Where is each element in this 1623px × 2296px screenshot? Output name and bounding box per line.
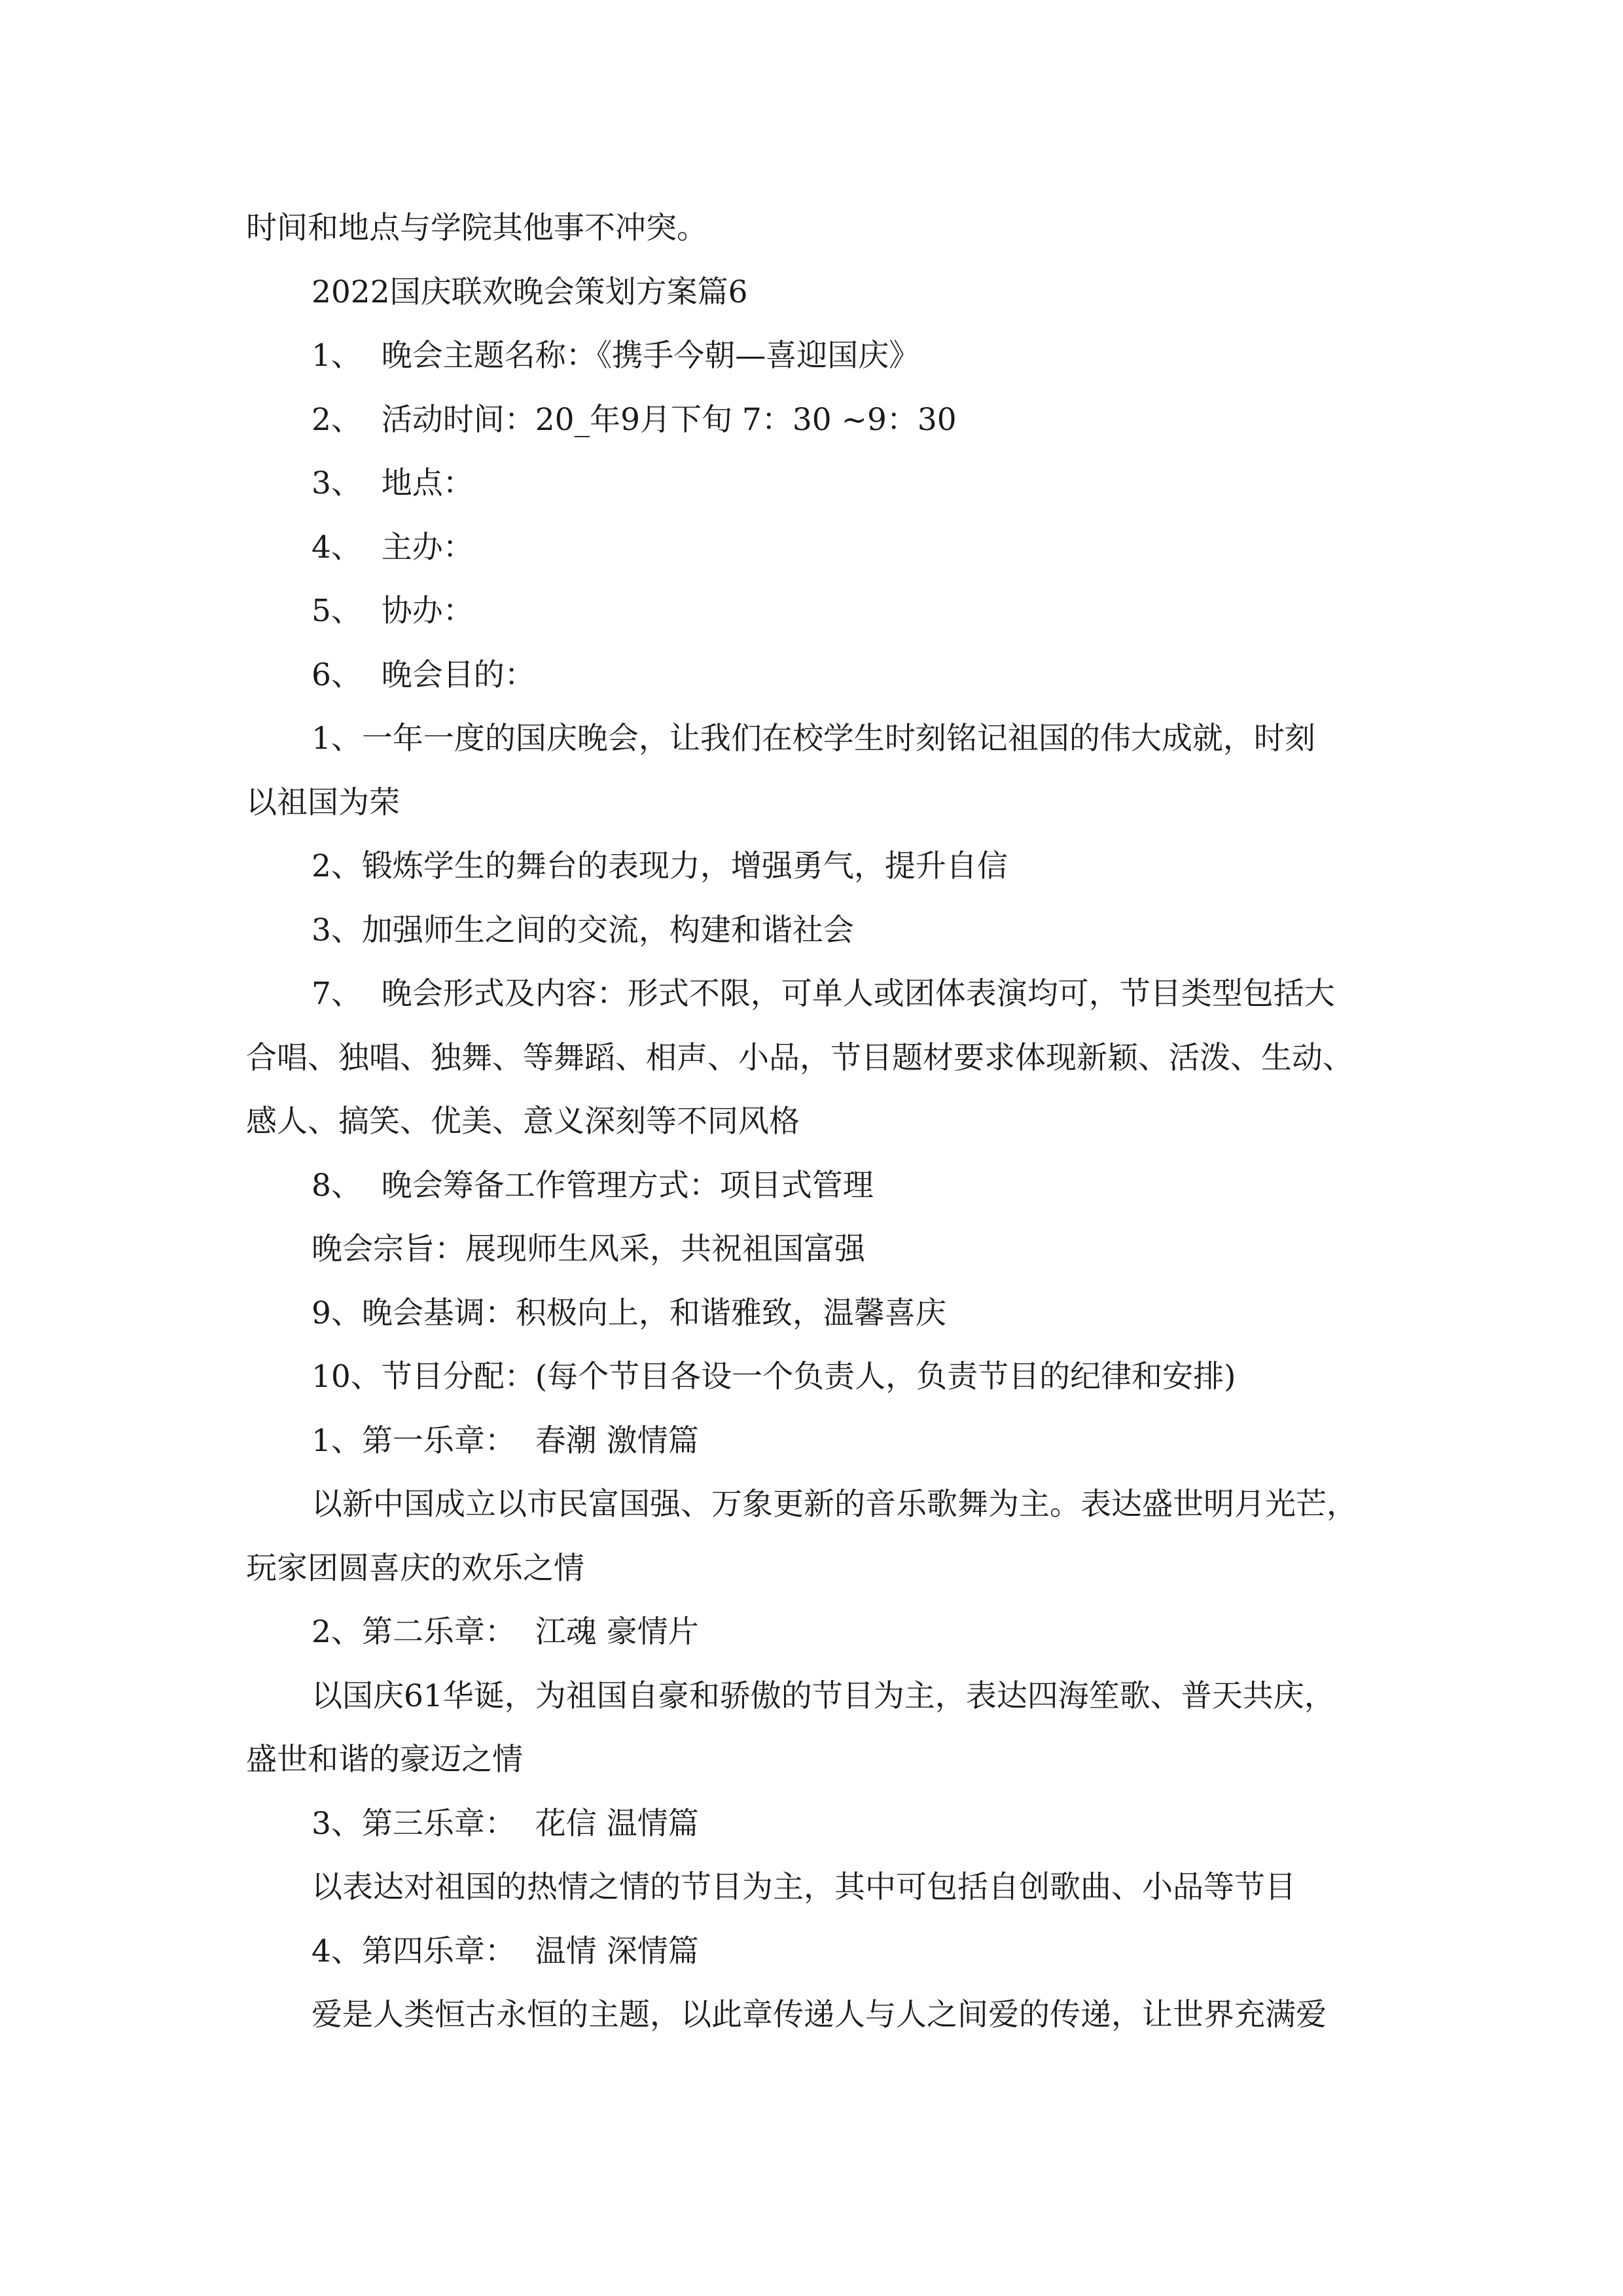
list-item: 7、 晚会形式及内容：形式不限，可单人或团体表演均可，节目类型包括大 — [312, 976, 1335, 1012]
document-body — [246, 196, 1385, 2047]
paragraph-line: 爱是人类恒古永恒的主题，以此章传递人与人之间爱的传递，让世界充满爱 — [312, 1997, 1327, 2033]
list-item: 4、第四乐章： 温情 深情篇 — [312, 1933, 699, 1969]
paragraph-line: 以新中国成立以市民富国强、万象更新的音乐歌舞为主。表达盛世明月光芒， — [312, 1486, 1357, 1522]
list-item: 1、 晚会主题名称：《携手今朝—喜迎国庆》 — [312, 338, 920, 374]
paragraph-line: 感人、搞笑、优美、意义深刻等不同风格 — [246, 1103, 800, 1139]
paragraph-line: 盛世和谐的豪迈之情 — [246, 1742, 523, 1778]
list-item: 1、第一乐章： 春潮 激情篇 — [312, 1422, 699, 1459]
list-item: 3、加强师生之间的交流，构建和谐社会 — [312, 912, 854, 948]
list-item: 9、晚会基调：积极向上，和谐雅致，温馨喜庆 — [312, 1295, 946, 1331]
paragraph-line: 以祖国为荣 — [246, 784, 400, 821]
paragraph-line: 合唱、独唱、独舞、等舞蹈、相声、小品，节目题材要求体现新颖、活泼、生动、 — [246, 1039, 1353, 1076]
paragraph-line: 晚会宗旨：展现师生风采，共祝祖国富强 — [312, 1231, 865, 1267]
list-item: 2、第二乐章： 江魂 豪情片 — [312, 1614, 699, 1650]
paragraph-line: 以国庆61华诞，为祖国自豪和骄傲的节目为主，表达四海笙歌、普天共庆， — [312, 1677, 1335, 1714]
list-item: 3、 地点： — [312, 465, 474, 501]
list-item: 2、锻炼学生的舞台的表现力，增强勇气，提升自信 — [312, 848, 1008, 884]
list-item: 8、 晚会筹备工作管理方式：项目式管理 — [312, 1167, 874, 1204]
list-item: 4、 主办： — [312, 529, 474, 565]
list-item: 5、 协办： — [312, 593, 474, 629]
list-item: 2、 活动时间：20_年9月下旬 7：30 ~9：30 — [312, 401, 957, 438]
list-item: 10、节目分配：(每个节目各设一个负责人，负责节目的纪律和安排) — [312, 1359, 1236, 1395]
section-heading: 2022国庆联欢晚会策划方案篇6 — [312, 274, 748, 310]
list-item: 3、第三乐章： 花信 温情篇 — [312, 1805, 699, 1842]
paragraph-line: 玩家团圆喜庆的欢乐之情 — [246, 1550, 584, 1587]
list-item: 6、 晚会目的： — [312, 656, 535, 693]
paragraph-line: 时间和地点与学院其他事不冲突。 — [246, 210, 707, 246]
list-item: 1、一年一度的国庆晚会，让我们在校学生时刻铭记祖国的伟大成就，时刻 — [312, 721, 1315, 757]
paragraph-line: 以表达对祖国的热情之情的节目为主，其中可包括自创歌曲、小品等节目 — [312, 1869, 1296, 1905]
